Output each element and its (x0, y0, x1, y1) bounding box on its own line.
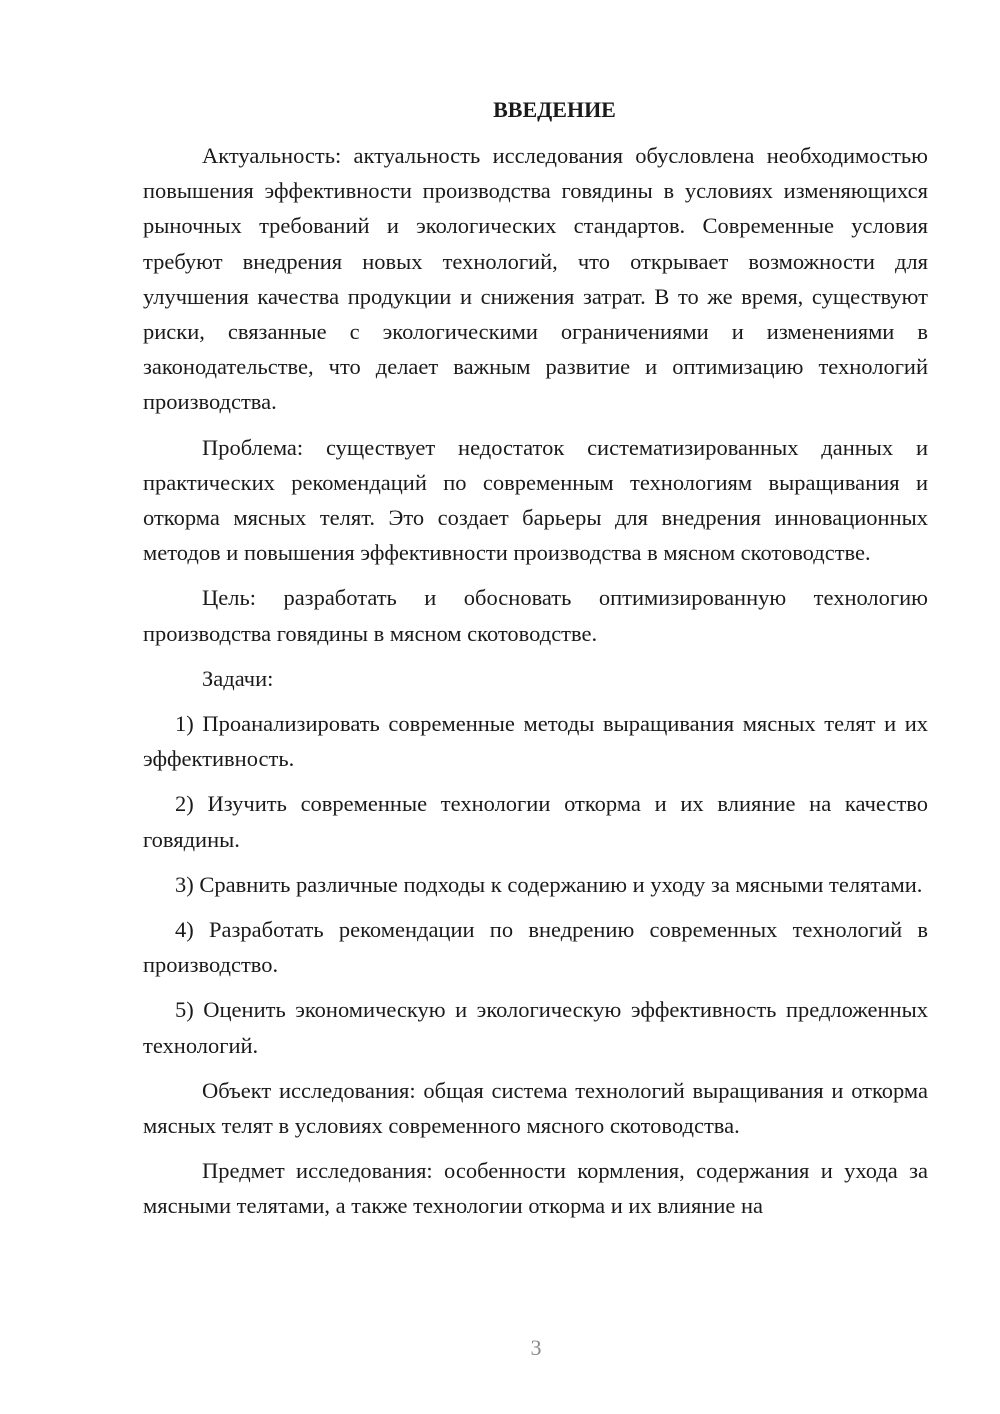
page-number: 3 (530, 1335, 542, 1360)
document-body (143, 96, 928, 1234)
paragraph-tasks-label: Задачи: (202, 665, 274, 691)
task-item-5: 5) Оценить экономическую и экологическую эффективность предложенных технологий. (143, 997, 928, 1058)
task-item-4: 4) Разработать рекомендации по внедрению современных технологий в производство. (143, 917, 928, 978)
task-item-1: 1) Проанализировать современные методы выращивания мясных телят и их эффективность. (143, 711, 928, 772)
paragraph-problem: Проблема: существует недостаток систематизированных данных и практических рекомендаций по современным технологиям выращивания и откорма мясных телят. Это создает барьеры для внедрения инновационных методов и повышения эффективности производства в мясном скотоводстве. (143, 434, 928, 566)
task-item-3: 3) Сравнить различные подходы к содержанию и уходу за мясными телятами. (175, 871, 923, 897)
paragraph-subject: Предмет исследования: особенности кормления, содержания и ухода за мясными телятами, а также технологии откорма и их влияние на (143, 1158, 928, 1219)
paragraph-relevance: Актуальность: актуальность исследования обусловлена необходимостью повышения эффективности производства говядины в условиях изменяющихся рыночных требований и экологических стандартов. Современные условия требуют внедрения новых технологий, что открывает возможности для улучшения качества продукции и снижения затрат. В то же время, существуют риски, связанные с экологическими ограничениями и изменениями в законодательстве, что делает важным развитие и оптимизацию технологий производства. (143, 143, 928, 415)
paragraph-object: Объект исследования: общая система технологий выращивания и откорма мясных телят в условиях современного мясного скотоводства. (143, 1077, 928, 1139)
paragraph-goal: Цель: разработать и обосновать оптимизированную технологию производства говядины в мясном скотоводстве. (143, 585, 928, 646)
task-item-2: 2) Изучить современные технологии откорма и их влияние на качество говядины. (143, 791, 928, 852)
section-heading: ВВЕДЕНИЕ (493, 97, 616, 122)
